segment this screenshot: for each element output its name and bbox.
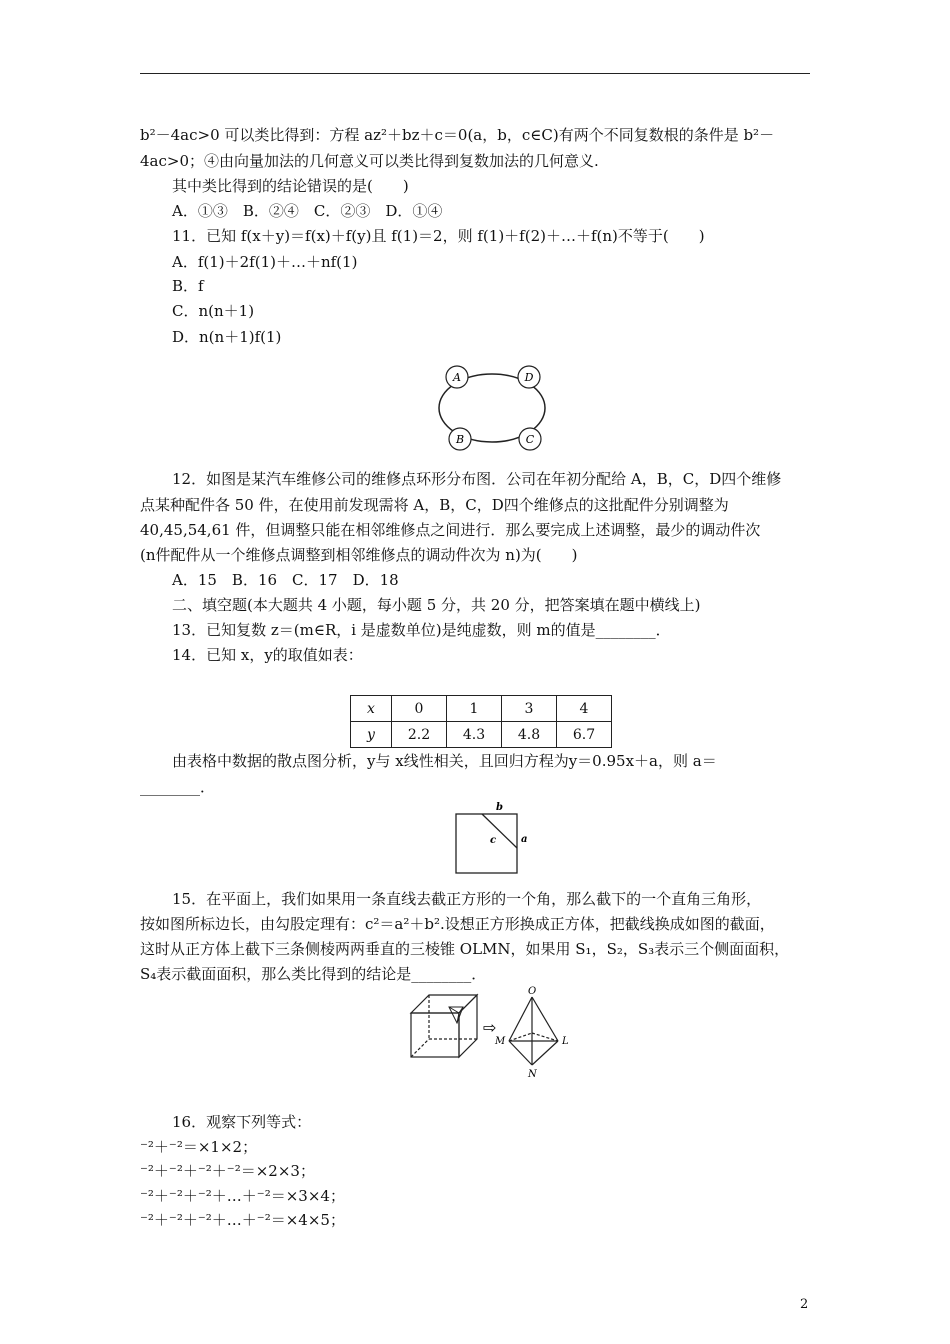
table-row (351, 722, 612, 748)
arrow-icon: ⇨ (483, 1018, 497, 1037)
text-line: 40,45,54,61 件，但调整只能在相邻维修点之间进行．那么要完成上述调整，最少的调动件次 (140, 521, 761, 539)
text-line: 4ac>0；④由向量加法的几何意义可以类比得到复数加法的几何意义. (140, 152, 599, 170)
table-cell: x (351, 696, 392, 722)
equation-line: ⁻²＋⁻²＋⁻²＋…＋⁻²＝×3×4； (140, 1187, 345, 1205)
equation-line: ⁻²＋⁻²＋⁻²＋…＋⁻²＝×4×5； (140, 1211, 345, 1229)
equation-line: ⁻²＋⁻²＝×1×2； (140, 1138, 258, 1156)
section-heading: 二、填空题(本大题共 4 小题，每小题 5 分，共 20 分，把答案填在题中横线上) (172, 596, 701, 614)
answer-choices: A．①③ B．②④ C．②③ D．①④ (172, 202, 443, 220)
label-m: M (495, 1036, 506, 1047)
option-c: C．n(n＋1) (172, 302, 255, 320)
table-cell: 4 (557, 696, 612, 722)
option-d: D．n(n＋1)f(1) (172, 328, 282, 346)
table-cell: 0 (392, 696, 447, 722)
text-line: 这时从正方体上截下三条侧棱两两垂直的三棱锥 OLMN，如果用 S₁，S₂，S₃表示三个侧面面积， (140, 940, 790, 958)
question-14: 14．已知 x，y的取值如表： (172, 646, 363, 664)
label-o: O (528, 986, 537, 997)
text-line: (n件配件从一个维修点调整到相邻维修点的调动件次为 n)为( ) (140, 546, 578, 564)
node-c-label: C (525, 433, 535, 446)
table-cell: y (351, 722, 392, 748)
answer-choices: A．15 B．16 C．17 D．18 (172, 571, 399, 589)
table-cell: 6.7 (557, 722, 612, 748)
table-cell: 2.2 (392, 722, 447, 748)
table-cell: 3 (502, 696, 557, 722)
equation-line: ⁻²＋⁻²＋⁻²＋⁻²＝×2×3； (140, 1162, 315, 1180)
table-cell: 1 (447, 696, 502, 722)
node-d-label: D (524, 371, 534, 384)
header-rule (140, 73, 810, 74)
cube-pyramid-diagram (405, 985, 585, 1080)
option-b: B．f (172, 277, 204, 295)
table-cell: 4.8 (502, 722, 557, 748)
text-line: b²－4ac>0 可以类比得到：方程 az²＋bz＋c＝0(a，b，c∈C)有两个不同复数根的条件是 b²－ (140, 126, 775, 144)
xy-table (350, 695, 612, 748)
option-a: A．f(1)＋2f(1)＋…＋nf(1) (172, 253, 358, 271)
table-row (351, 696, 612, 722)
node-b-label: B (455, 433, 465, 446)
question-16: 16．观察下列等式： (172, 1113, 312, 1131)
label-a: a (521, 834, 528, 845)
label-l: L (562, 1036, 569, 1047)
page-number: 2 (800, 1297, 809, 1312)
table-cell: 4.3 (447, 722, 502, 748)
question-15: 15．在平面上，我们如果用一条直线去截正方形的一个角，那么截下的一个直角三角形， (172, 890, 762, 908)
node-a-label: A (453, 371, 461, 384)
ring-diagram (432, 360, 552, 456)
text-line: 其中类比得到的结论错误的是( ) (172, 177, 409, 195)
question-13: 13．已知复数 z＝(m∈R，i 是虚数单位)是纯虚数，则 m的值是________． (172, 621, 671, 639)
text-line: 点某种配件各 50 件，在使用前发现需将 A，B，C，D四个维修点的这批配件分别调整为 (140, 496, 729, 514)
label-n: N (528, 1069, 537, 1080)
text-line: ________． (140, 778, 216, 796)
text-line: 按如图所标边长，由勾股定理有：c²＝a²＋b².设想正方形换成正方体，把截线换成如图的截面， (140, 915, 775, 933)
question-12: 12．如图是某汽车维修公司的维修点环形分布图．公司在年初分配给 A，B，C，D四个维修 (172, 470, 782, 488)
label-b: b (496, 802, 503, 813)
label-c: c (490, 835, 497, 846)
square-diagram (450, 798, 540, 878)
text-line: S₄表示截面面积，那么类比得到的结论是________． (140, 965, 487, 983)
text-line: 由表格中数据的散点图分析，y与 x线性相关，且回归方程为y＝0.95x＋a，则 a＝ (172, 752, 717, 770)
question-11: 11．已知 f(x＋y)＝f(x)＋f(y)且 f(1)＝2，则 f(1)＋f(2)＋…＋f(n)不等于( ) (172, 227, 705, 245)
